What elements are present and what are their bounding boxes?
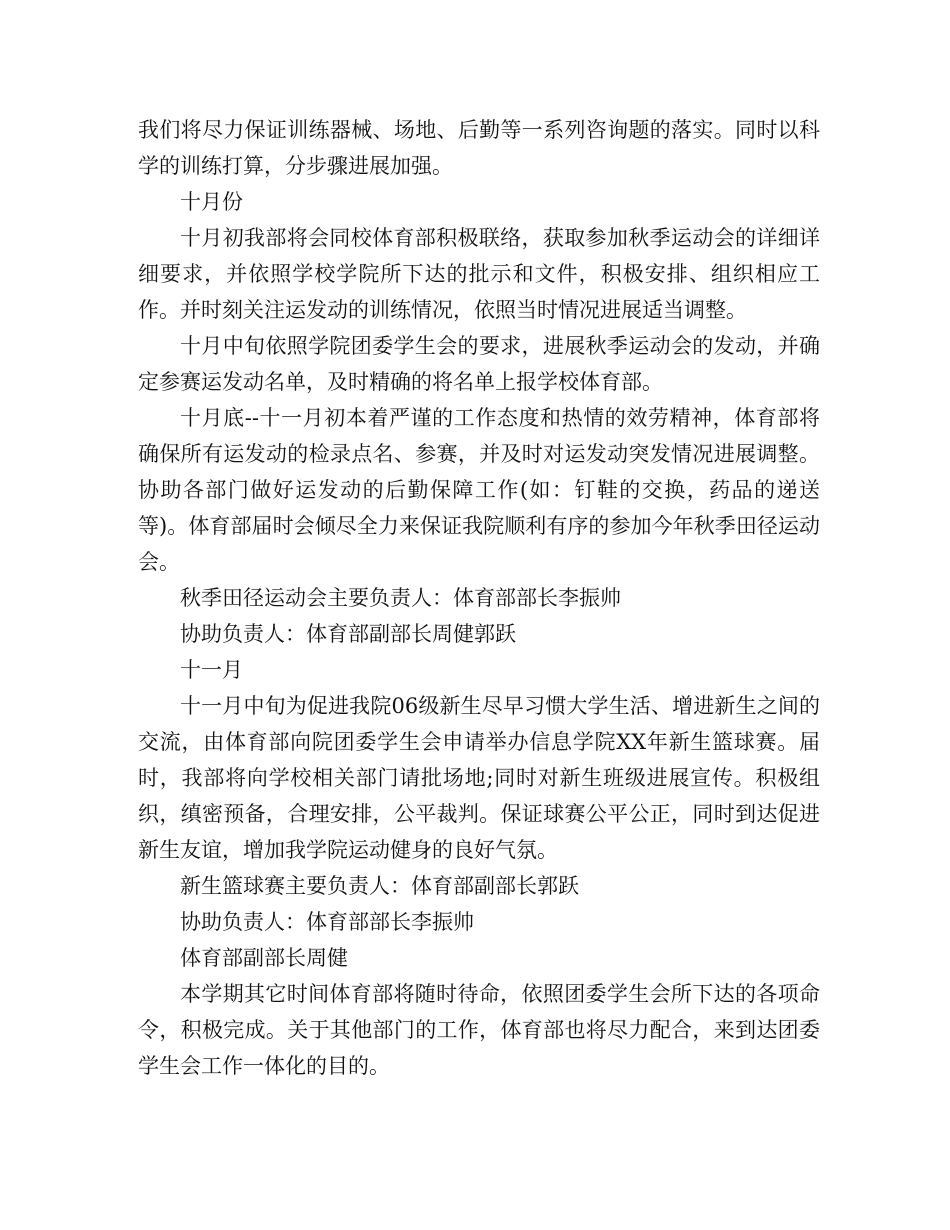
assistant-person-basketball-2: 体育部副部长周健 xyxy=(180,946,348,970)
assistant-person-sports-meet: 协助负责人：体育部副部长周健郭跃 xyxy=(180,622,516,646)
paragraph-continuation: 我们将尽力保证训练器械、场地、后勤等一系列咨询题的落实。同时以科学的训练打算，分步骤进展加强。 xyxy=(138,118,820,178)
paragraph-other-time: 本学期其它时间体育部将随时待命，依照团委学生会所下达的各项命令，积极完成。关于其他部门的工作，体育部也将尽力配合，来到达团委学生会工作一体化的目的。 xyxy=(138,982,820,1078)
responsible-person-basketball: 新生篮球赛主要负责人：体育部副部长郭跃 xyxy=(180,874,579,898)
paragraph-early-october: 十月初我部将会同校体育部积极联络，获取参加秋季运动会的详细详细要求，并依照学校学院所下达的批示和文件，积极安排、组织相应工作。并时刻关注运发动的训练情况，依照当时情况进展适当调整。 xyxy=(138,226,820,322)
assistant-person-basketball: 协助负责人：体育部部长李振帅 xyxy=(180,910,474,934)
section-heading-october: 十月份 xyxy=(180,190,243,214)
paragraph-mid-october: 十月中旬依照学院团委学生会的要求，进展秋季运动会的发动，并确定参赛运发动名单，及时精确的将名单上报学校体育部。 xyxy=(138,334,820,394)
section-heading-november: 十一月 xyxy=(180,658,243,682)
responsible-person-sports-meet: 秋季田径运动会主要负责人：体育部部长李振帅 xyxy=(180,586,621,610)
paragraph-mid-november: 十一月中旬为促进我院06级新生尽早习惯大学生活、增进新生之间的交流，由体育部向院团委学生会申请举办信息学院XX年新生篮球赛。届时，我部将向学校相关部门请批场地;同时对新生班级进展宣传。积极组织，缜密预备，合理安排，公平裁判。保证球赛公平公正，同时到达促进新生友谊，增加我学院运动健身的良好气氛。 xyxy=(138,694,820,862)
paragraph-late-october: 十月底--十一月初本着严谨的工作态度和热情的效劳精神，体育部将确保所有运发动的检录点名、参赛，并及时对运发动突发情况进展调整。协助各部门做好运发动的后勤保障工作(如：钉鞋的交换，药品的递送等)。体育部届时会倾尽全力来保证我院顺利有序的参加今年秋季田径运动会。 xyxy=(138,406,820,574)
